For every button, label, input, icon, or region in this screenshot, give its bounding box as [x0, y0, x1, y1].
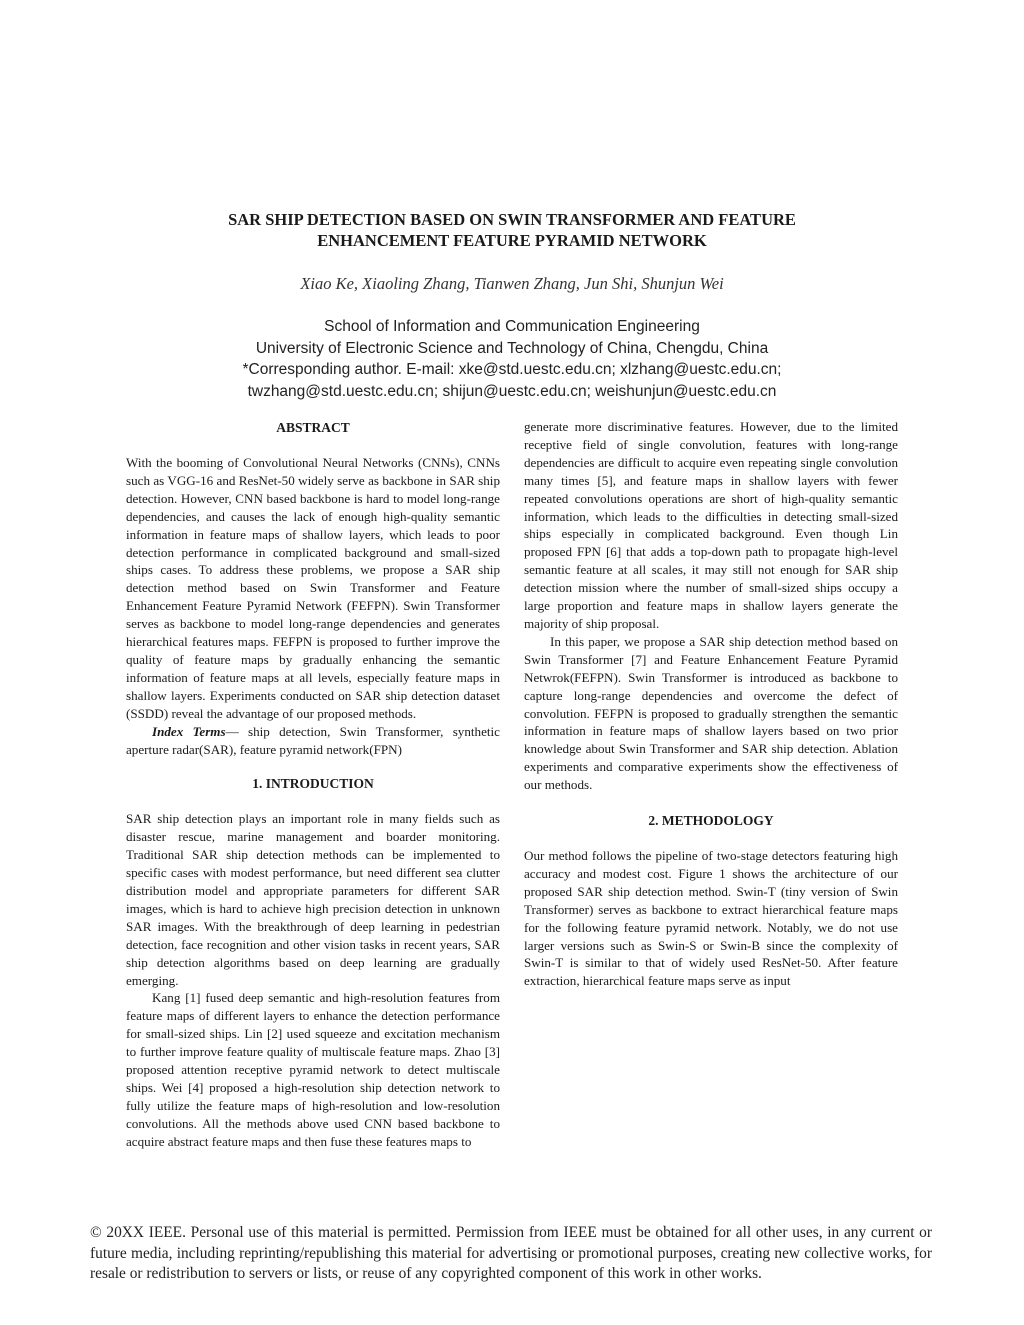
- author-list: Xiao Ke, Xiaoling Zhang, Tianwen Zhang, Jun Shi, Shunjun Wei: [300, 274, 724, 293]
- index-terms-text: — ship detection, Swin Transformer, synthetic aperture radar(SAR), feature pyramid network(FPN): [126, 723, 500, 757]
- paper-title: [120, 209, 904, 251]
- contact-email-line: twzhang@std.uestc.edu.cn; shijun@uestc.edu.cn; weishunjun@uestc.edu.cn: [247, 382, 777, 400]
- abstract-text: With the booming of Convolutional Neural Networks (CNNs), CNNs such as VGG-16 and ResNet-50 widely serve as backbone in SAR ship detection. However, CNN based backbone is hard to model long-range dependencies, and causes the lack of enough high-quality semantic information in feature maps of shallow layers, which leads to poor detection performance in complicated background and small-sized ships cases. To address these problems, we propose a SAR ship detection method based on Swin Transformer and Feature Enhancement Feature Pyramid Network (FEFPN). Swin Transformer serves as backbone to model long-range dependencies and generates hierarchical features maps. FEFPN is proposed to further improve the quality of feature maps by gradually enhancing the semantic information of feature maps at all levels, especially feature maps in shallow layers. Experiments conducted on SAR ship detection dataset (SSDD) reveal the advantage of our proposed methods.: [126, 455, 500, 721]
- introduction-paragraph-3: In this paper, we propose a SAR ship detection method based on Swin Transformer [7] and Feature Enhancement Feature Pyramid Netwrok(FEFPN). Swin Transformer is introduced as backbone to capture long-range dependencies and overcome the defect of convolution. FEFPN is proposed to gradually strengthen the semantic information in feature maps of shallow layers based on two prior knowledge about Swin Transformer and SAR ship detection. Ablation experiments and comparative experiments show the effectiveness of our methods.: [524, 633, 898, 793]
- affiliation-block: [120, 316, 904, 402]
- title-line-1: SAR SHIP DETECTION BASED ON SWIN TRANSFORMER AND FEATURE: [228, 210, 796, 229]
- title-line-2: ENHANCEMENT FEATURE PYRAMID NETWORK: [317, 231, 707, 250]
- methodology-heading: 2. METHODOLOGY: [648, 813, 774, 829]
- introduction-paragraph-1: SAR ship detection plays an important role in many fields such as disaster rescue, marine management and boarder monitoring. Traditional SAR ship detection methods can be implemented to specific cases with modest performance, but need different sea clutter distribution model and appropriate parameters for different SAR images, which is hard to achieve high precision detection in unknown SAR images. With the breakthrough of deep learning in pedestrian detection, face recognition and other vision tasks in recent years, SAR ship detection algorithms based on deep learning are gradually emerging.: [126, 811, 500, 988]
- affiliation-line: School of Information and Communication Engineering: [324, 318, 700, 335]
- copyright-notice: © 20XX IEEE. Personal use of this material is permitted. Permission from IEEE must be obtained for all other uses, in any current or future media, including reprinting/republishing this material for advertising or promotional purposes, creating new collective works, for resale or redistribution to servers or lists, or reuse of any copyrighted component of this work in other works.: [90, 1224, 932, 1282]
- affiliation-line: University of Electronic Science and Technology of China, Chengdu, China: [255, 339, 769, 357]
- introduction-heading: 1. INTRODUCTION: [252, 776, 374, 792]
- index-terms-label: Index Terms: [152, 723, 226, 739]
- left-column: [126, 418, 500, 1151]
- introduction-paragraph-2-continued: generate more discriminative features. However, due to the limited receptive field of single convolution, features with long-range dependencies are difficult to acquire even repeating single convolution many times [5], and feature maps in shallow layers with fewer repeated convolutions operations are short of high-quality semantic information, which leads to the difficulties in detecting small-sized ships especially in complicated background. Even though Lin proposed FPN [6] that adds a top-down path to propagate high-level semantic feature at all scales, it may still not enough for SAR ship detection mission where the number of small-sized ships occupy a large proportion and feature maps in shallow layers generate the majority of ship proposal.: [524, 419, 898, 631]
- contact-email-line: *Corresponding author. E-mail: xke@std.uestc.edu.cn; xlzhang@uestc.edu.cn;: [242, 361, 782, 378]
- methodology-paragraph-1: Our method follows the pipeline of two-stage detectors featuring high accuracy and modest cost. Figure 1 shows the architecture of our proposed SAR ship detection method. Swin-T (tiny version of Swin Transformer) serves as backbone to extract hierarchical feature maps for the following feature pyramid network. Notably, we do not use larger versions such as Swin-S or Swin-B since the complexity of Swin-T is similar to that of widely used ResNet-50. After feature extraction, hierarchical feature maps serve as input: [524, 848, 898, 989]
- introduction-paragraph-2: Kang [1] fused deep semantic and high-resolution features from feature maps of different layers to enhance the detection performance for small-sized ships. Lin [2] used squeeze and excitation mechanism to further improve feature quality of multiscale feature maps. Zhao [3] proposed attention receptive pyramid network to detect multiscale ships. Wei [4] proposed a high-resolution ship detection network to fully utilize the feature maps of high-resolution and low-resolution convolutions. All the methods above used CNN based backbone to acquire abstract feature maps and then fuse these features maps to: [126, 990, 500, 1149]
- right-column: [524, 418, 898, 990]
- abstract-heading: ABSTRACT: [276, 420, 350, 435]
- index-terms: [126, 723, 500, 759]
